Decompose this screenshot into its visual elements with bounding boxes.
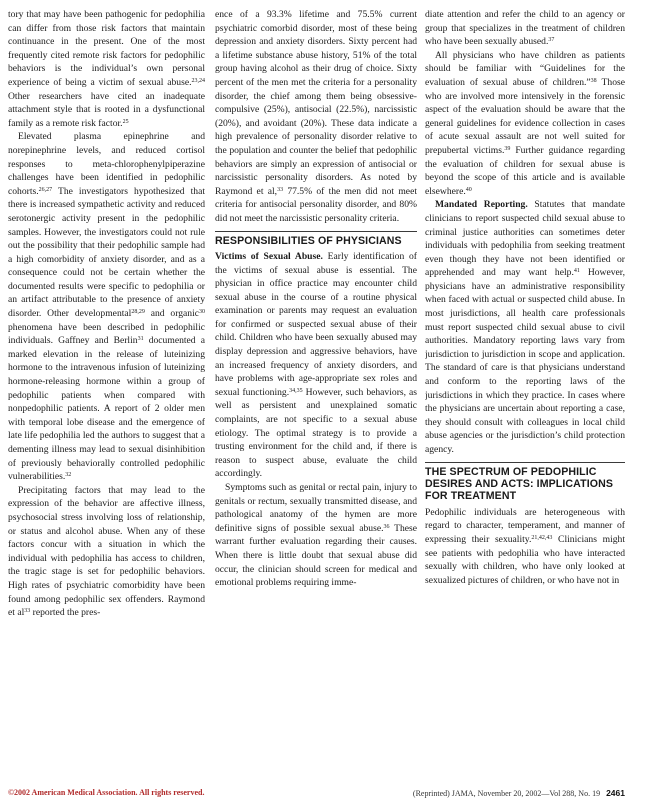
reference-superscript: 33 [277,186,284,193]
reference-superscript: 25 [122,118,129,125]
reference-superscript: 34,35 [289,387,303,394]
reference-superscript: 40 [465,186,472,193]
paragraph: Victims of Sexual Abuse. Early identification of the victims of sexual abuse is essential. The physician in office practice may encounter child sexual abuse in the course of a routine physical examination or parents may request an evaluation for confirmed or suspected sexual abuse of their child. Children who have been sexually abused may display depression and aggressive behaviors, have an increased frequency of anxiety disorders, and have problems with age-appropriate sex roles and sexual functioning.$^{34,35}$ However, such behaviors, as well as persistent and unexplained somatic complaints, are not specific to a sexual abuse etiology. The optimal strategy is to provide a trusting environment for the child and, if there is reason to suspect abuse, evaluate the child accordingly. [215,250,417,480]
reference-superscript: 33 [24,608,31,615]
journal-citation: (Reprinted) JAMA, November 20, 2002—Vol 288, No. 19 2461 [412,788,625,798]
reference-superscript: 28,29 [131,309,145,316]
paragraph: Mandated Reporting. Statutes that mandate clinicians to report suspected child sexual abuse to criminal justice authorities can sometimes deter individuals with pedophilia from seeking treatment even though they have not been identified or apprehended and may want help.$^{41}$ However, physicians have an administrative responsibility when faced with actual or suspected child abuse. In most jurisdictions, all health care professionals must report suspected child sexual abuse to civil authorities. Mandatory reporting laws vary from jurisdiction to jurisdiction in scope and application. The standard of care is that physicians understand and conform to the reporting laws of the jurisdictions in which they practice. In cases where the physicians are uncertain about reporting a case, they should consult with colleagues in local child abuse agencies or the jurisdiction’s child protection agency. [425,199,625,455]
section-heading: THE SPECTRUM OF PEDOPHILIC DESIRES AND ACTS: IMPLICATIONS FOR TREATMENT [425,465,614,503]
copyright-notice: ©2002 American Medical Association. All rights reserved. [8,788,205,797]
text-column-3 [425,8,625,780]
reference-superscript: 37 [548,37,555,44]
paragraph: Elevated plasma epinephrine and norepinephrine levels, and reduced cortisol responses to meta-chlorophenylpiperazine challenges have been identified in pedophilic cohorts.$^{26,27}$ The investigators hypothesized that there is increased sympathetic activity and reduced serotonergic activity present in the pedophilic samples. However, the investigators could not rule out the possibility that their pedophilic sample had a high comorbidity of anxiety disorder, and as a consequence could not be certain whether the documented results were specific to pedophilia or an artifact attributable to the presence of anxiety disorder. Other developmental$^{28,29}$ and organic$^{30}$ phenomena have been described in pedophilic individuals. Gaffney and Berlin$^{31}$ documented a marked elevation in the release of luteinizing hormone to the intravenous infusion of luteinizing hormone-releasing hormone within a group of pedophilic patients when compared with nonpedophilic patients. A report of 2 older men with temporal lobe disease and the emergence of late life pedophilia led the authors to suggest that a dementing illness may lead to sexual disinhibition of previously behaviorally controlled pedophilic vulnerabilities.$^{32}$ [8,131,205,483]
run-in-heading: Victims of Sexual Abuse. [215,250,323,262]
reference-superscript: 38 [590,77,597,84]
paragraph: ence of a 93.3% lifetime and 75.5% current psychiatric comorbid disorder, most of these being depression and anxiety disorders. Sixty percent had a lifetime substance abuse history, 51% of the total group having alcohol as their drug of choice. Sixty percent of the men met the criteria for a personality disorder, the chief among them being obsessive-compulsive (25%), antisocial (22.5%), narcissistic (20%), and avoidant (20%). These data indicate a high prevalence of personality disorder relative to the population and counter the belief that pedophilic behaviors are simply an expression of antisocial or narcissistic personality disorders. As noted by Raymond et al,$^{33}$ 77.5% of the men did not meet criteria for antisocial personality disorder, and 80% did not meet the narcissistic personality criteria. [215,9,417,224]
reference-superscript: 32 [65,472,72,479]
section-rule [425,462,625,463]
text-column-1 [8,8,205,780]
page-footer [8,786,625,800]
reference-superscript: 21,42,43 [531,535,553,541]
run-in-heading: Mandated Reporting. [435,199,528,211]
paragraph: Pedophilic individuals are heterogeneous with regard to character, temperament, and manner of expressing their sexuality.$^{21,42,43}$ Clinicians might see patients with pedophilia who have interacted sexually with children, who have only looked at sexualized pictures of children, or who have not in [425,506,625,586]
paragraph: Symptoms such as genital or rectal pain, injury to genitals or rectum, sexually transmitted disease, and pathological anatomy of the hymen are more definitive signs of possible sexual abuse.$^{36}$ These warrant further evaluation regarding their causes. When there is little doubt that sexual abuse did occur, the clinician should screen for medical and emotional problems requiring imme- [215,482,417,589]
reference-superscript: 36 [383,523,390,530]
section-heading: RESPONSIBILITIES OF PHYSICIANS [215,234,402,247]
reference-superscript: 23,24 [191,77,205,84]
paragraph: Precipitating factors that may lead to the expression of the behavior are affective illness, psychosocial stress involving loss of relationship, or status and alcohol abuse. When any of these factors concur with a situation in which the individual with pedophilia has access to children, the tragic stage is set for pedophilic behaviors. High rates of psychiatric comorbidity have been found among pedophilic sex offenders. Raymond et $al^{33}$ reported the pres- [8,484,205,619]
reference-superscript: 31 [137,336,144,343]
section-rule [215,231,417,232]
paragraph: All physicians who have children as patients should be familiar with “Guidelines for the evaluation of sexual abuse of children.”$^{38}$ Those who are involved more intensively in the forensic aspect of the evaluation should be aware that the general guidelines for evidence collection in cases of acute sexual assault are not well suited for prepubertal victims.$^{39}$ Further guidance regarding the evaluation of children for sexual abuse is beyond the scope of this article and is available elsewhere.$^{40}$ [425,49,625,197]
page-number: 2461 [606,788,625,798]
text-column-2 [215,8,417,780]
reference-superscript: 41 [573,268,580,275]
reference-superscript: 26,27 [38,186,53,193]
reference-superscript: 30 [199,309,205,316]
paragraph: diate attention and refer the child to an agency or group that specializes in the treatment of children who have been sexually abused.$^{37}$ [425,9,625,48]
paragraph: tory that may have been pathogenic for pedophilia can differ from those risk factors that maintain continuance in the present. One of the most frequently cited remote risk factors for pedophilic behaviors is the individual’s own personal experience of being a victim of sexual abuse.$^{23,24}$ Other researchers have cited an inadequate attachment style that is rooted in a dysfunctional family as a remote risk factor.$^{25}$ [8,9,205,129]
reference-superscript: 39 [504,145,511,152]
